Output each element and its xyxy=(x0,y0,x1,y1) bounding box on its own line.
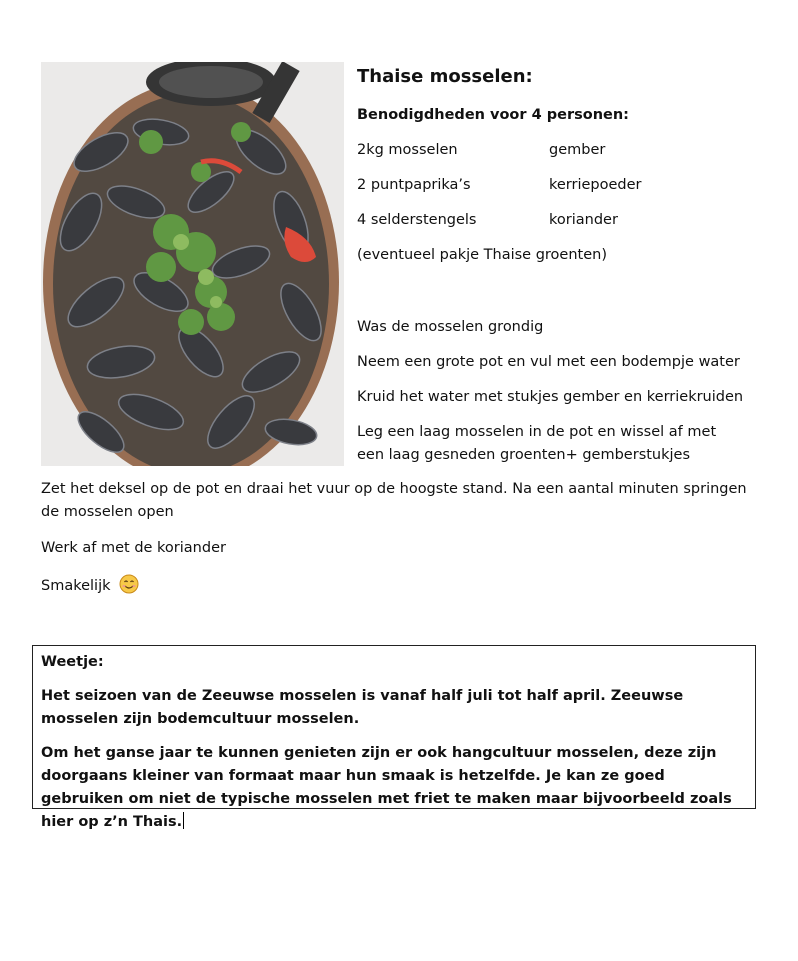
ingredient-row xyxy=(357,141,757,159)
recipe-step: Werk af met de koriander xyxy=(41,540,226,556)
ingredient-row xyxy=(357,176,757,194)
tip-paragraph: Het seizoen van de Zeeuwse mosselen is vanaf half juli tot half april. Zeeuwse mosselen zijn bodemcultuur mosselen. xyxy=(41,688,684,727)
recipe-step: Zet het deksel op de pot en draai het vuur op de hoogste stand. Na een aantal minuten springen de mosselen open xyxy=(41,481,747,520)
ingredient: gember xyxy=(549,142,606,158)
tip-paragraph xyxy=(41,742,747,834)
ingredient: koriander xyxy=(549,212,618,228)
closing-line xyxy=(41,574,761,602)
recipe-step: Kruid het water met stukjes gember en kerriekruiden xyxy=(357,389,744,405)
recipe-step: Was de mosselen grondig xyxy=(357,319,544,335)
recipe-step: Leg een laag mosselen in de pot en wissel af met een laag gesneden groenten+ gemberstukjes xyxy=(357,424,717,463)
ingredient: kerriepoeder xyxy=(549,177,642,193)
recipe-step: Neem een grote pot en vul met een bodempje water xyxy=(357,354,740,370)
mussels-pot-illustration xyxy=(41,62,344,466)
recipe-right-column xyxy=(357,62,757,467)
ingredients-note: (eventueel pakje Thaise groenten) xyxy=(357,247,607,263)
tip-paragraph-text: Om het ganse jaar te kunnen genieten zijn er ook hangcultuur mosselen, deze zijn doorgaans kleiner van formaat maar hun smaak is hetzelfde. Je kan ze goed gebruiken om niet de typische mosselen met friet te maken maar bijvoorbeeld zoals hier op z’n Thais. xyxy=(41,745,732,830)
smiley-icon xyxy=(119,574,139,602)
tip-heading: Weetje: xyxy=(41,654,104,670)
ingredients-heading: Benodigdheden voor 4 personen: xyxy=(357,107,629,123)
recipe-photo xyxy=(41,62,344,466)
ingredient-row xyxy=(357,211,757,229)
closing-text: Smakelijk xyxy=(41,578,111,594)
recipe-title: Thaise mosselen: xyxy=(357,66,533,87)
ingredient: 4 selderstengels xyxy=(357,212,477,228)
ingredient: 2kg mosselen xyxy=(357,142,458,158)
ingredient: 2 puntpaprika’s xyxy=(357,177,471,193)
tip-box xyxy=(32,645,756,830)
text-cursor xyxy=(183,812,184,829)
